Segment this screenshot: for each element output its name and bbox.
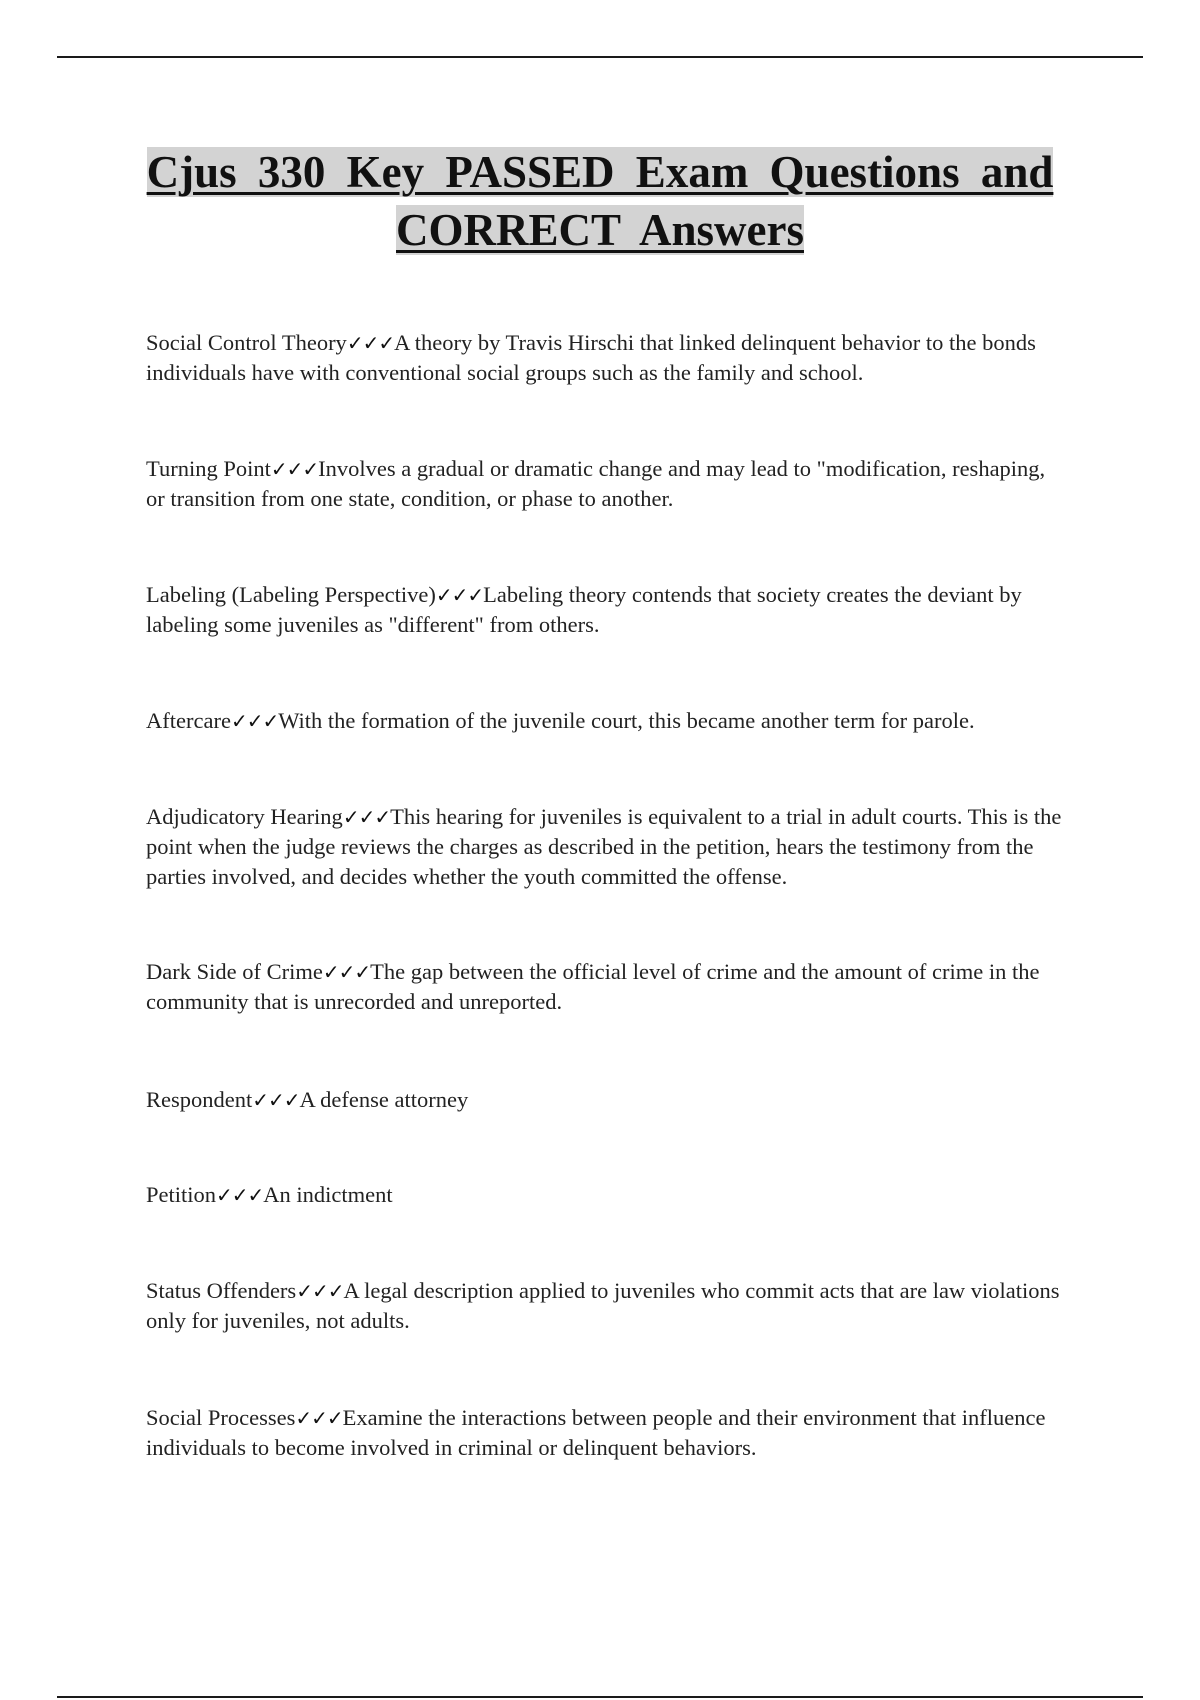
- entry-definition: Examine the interactions between people and their environment that influence individuals to become involved in criminal or delinquent behaviors.: [146, 1405, 1046, 1460]
- entry-definition: Involves a gradual or dramatic change and may lead to "modification, reshaping, or transition from one state, condition, or phase to another.: [146, 456, 1046, 511]
- entry-term: Aftercare: [146, 708, 231, 733]
- qa-entry: [146, 802, 1066, 892]
- entry-term: Turning Point: [146, 456, 271, 481]
- entry-definition: Labeling theory contends that society creates the deviant by labeling some juveniles as "different" from others.: [146, 582, 1022, 637]
- qa-entry: [146, 1085, 1066, 1115]
- check-marks-icon: ✓✓✓: [216, 1183, 264, 1207]
- title-block: [120, 143, 1080, 259]
- check-marks-icon: ✓✓✓: [270, 457, 319, 481]
- top-rule: [57, 56, 1143, 58]
- entry-term: Respondent: [146, 1087, 253, 1112]
- qa-entry: [146, 706, 1066, 736]
- qa-entry: [146, 1403, 1066, 1463]
- entry-definition: A theory by Travis Hirschi that linked delinquent behavior to the bonds individuals have with conventional social groups such as the family and school.: [146, 330, 1036, 385]
- page-title: Cjus 330 Key PASSED Exam Questions and CORRECT Answers: [146, 147, 1054, 255]
- qa-entry: [146, 580, 1066, 640]
- check-marks-icon: ✓✓✓: [296, 1279, 344, 1303]
- entry-term: Social Control Theory: [146, 330, 347, 355]
- qa-entry: [146, 454, 1066, 514]
- bottom-rule: [57, 1696, 1143, 1698]
- qa-entry: [146, 328, 1066, 388]
- entry-term: Labeling (Labeling Perspective): [146, 582, 436, 607]
- check-marks-icon: ✓✓✓: [346, 331, 395, 355]
- entry-definition: A legal description applied to juveniles who commit acts that are law violations only for juveniles, not adults.: [146, 1278, 1060, 1333]
- entry-definition: The gap between the official level of crime and the amount of crime in the community that is unrecorded and unreported.: [146, 959, 1040, 1014]
- entry-term: Social Processes: [146, 1405, 296, 1430]
- check-marks-icon: ✓✓✓: [252, 1088, 300, 1112]
- entry-term: Petition: [146, 1182, 217, 1207]
- entry-term: Adjudicatory Hearing: [146, 804, 343, 829]
- entry-definition: With the formation of the juvenile court, this became another term for parole.: [278, 708, 975, 733]
- check-marks-icon: ✓✓✓: [230, 709, 279, 733]
- check-marks-icon: ✓✓✓: [342, 805, 391, 829]
- entry-definition: An indictment: [263, 1182, 393, 1207]
- check-marks-icon: ✓✓✓: [295, 1406, 343, 1430]
- entry-term: Status Offenders: [146, 1278, 297, 1303]
- qa-entry: [146, 1276, 1066, 1336]
- entry-definition: This hearing for juveniles is equivalent to a trial in adult courts. This is the point when the judge reviews the charges as described in the petition, hears the testimony from the parties involved, and decides whether the youth committed the offense.: [146, 804, 1062, 889]
- qa-entry: [146, 957, 1066, 1017]
- qa-entry: [146, 1180, 1066, 1210]
- entry-definition: A defense attorney: [299, 1087, 469, 1112]
- check-marks-icon: ✓✓✓: [322, 960, 371, 984]
- check-marks-icon: ✓✓✓: [435, 583, 484, 607]
- entry-term: Dark Side of Crime: [146, 959, 323, 984]
